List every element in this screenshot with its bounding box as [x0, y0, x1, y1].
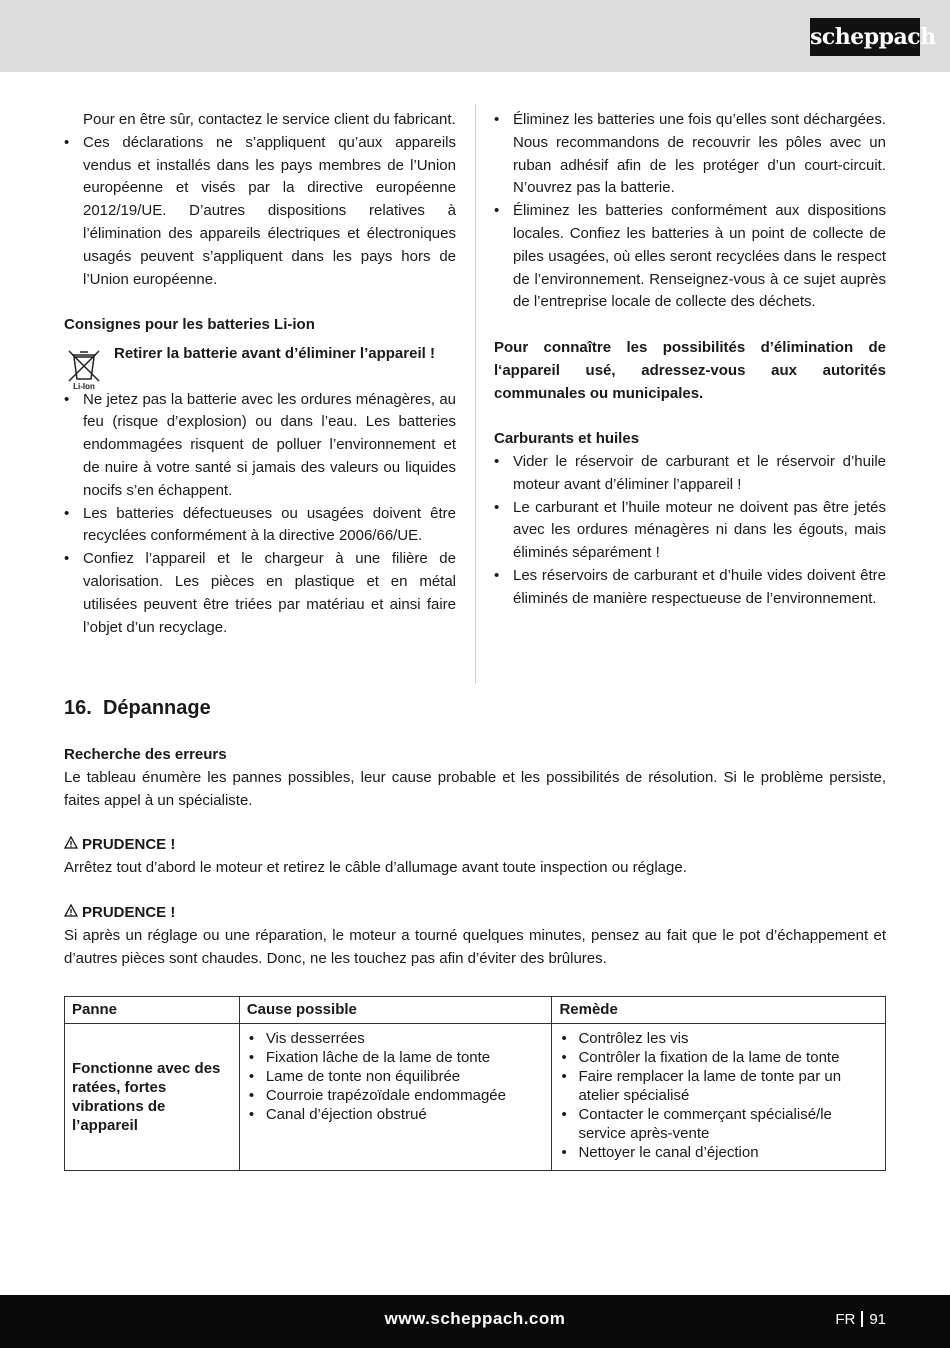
caution-label: PRUDENCE ! [82, 904, 176, 921]
troubleshooting-intro [64, 744, 886, 812]
crossed-bin-icon [64, 347, 104, 391]
caution-block-1 [64, 834, 886, 880]
right-column [494, 109, 886, 611]
intro-text: Le tableau énumère les pannes possibles, leur cause probable et les possibilités de résolution. Si le problème persiste, faites appel à un spécialiste. [64, 768, 886, 809]
list-item: • Les réservoirs de carburant et d’huile vides doivent être éliminés de manière respectueuse de l’environnement. [494, 565, 886, 611]
warning-triangle-icon [64, 904, 78, 917]
column-header-panne: Panne [65, 997, 240, 1024]
liion-bullet-list [64, 389, 456, 640]
cell-remedes [552, 1024, 886, 1171]
fuel-bullet-list [494, 451, 886, 611]
cell-panne: Fonctionne avec des ratées, fortes vibrations de l’appareil [65, 1024, 240, 1171]
column-header-remede: Remède [552, 997, 886, 1024]
liion-warning: Retirer la batterie avant d’éliminer l’appareil ! [114, 344, 435, 362]
disposal-note: Pour connaître les possibilités d’élimination de l‘appareil usé, adressez-vous aux autorités communales ou municipales. [494, 338, 886, 402]
list-item: • Les batteries défectueuses ou usagées doivent être recyclées conformément à la directive 2006/66/UE. [64, 503, 456, 549]
troubleshooting-table [64, 996, 886, 1171]
intro-continuation: Pour en être sûr, contactez le service client du fabricant. [83, 111, 456, 128]
section-title [64, 694, 211, 722]
caution-block-2 [64, 902, 886, 970]
column-header-cause: Cause possible [239, 997, 552, 1024]
warning-triangle-icon [64, 836, 78, 849]
list-item: • Ces déclarations ne s’appliquent qu’aux appareils vendus et installés dans les pays membres de l’Union européenne et visés par la directive européenne 2012/19/UE. D’autres dispositions relatives à l’élimination des appareils électriques et électroniques usagés peuvent s’appliquent dans les pays hors de l’Union européenne. [64, 132, 456, 292]
list-item: • Éliminez les batteries une fois qu’elles sont déchargées. Nous recommandons de recouvrir les pôles avec un ruban adhésif afin de les protéger d’un court-circuit. N’ouvrez pas la batterie. [494, 109, 886, 200]
column-divider [475, 104, 476, 684]
caution-label: PRUDENCE ! [82, 836, 176, 853]
subheading: Recherche des erreurs [64, 746, 227, 763]
section-number: 16. [64, 697, 92, 719]
list-item: • Le carburant et l’huile moteur ne doivent pas être jetés avec les ordures ménagères ni dans les égouts, mais éliminés séparément ! [494, 497, 886, 565]
list-item: • Nettoyer le canal d’éjection [559, 1143, 878, 1162]
caution-text: Arrêtez tout d’abord le moteur et retirez le câble d’allumage avant toute inspection ou réglage. [64, 858, 687, 876]
list-item: • Fixation lâche de la lame de tonte [247, 1048, 545, 1067]
page-number: 91 [869, 1311, 886, 1328]
fuel-heading: Carburants et huiles [494, 430, 640, 448]
section-heading: Dépannage [102, 697, 211, 719]
table-header-row [65, 997, 886, 1024]
list-item: • Éliminez les batteries conformément aux dispositions locales. Confiez les batteries à un point de collecte de piles usagées, où elles seront recyclées dans le respect de l’environnement. Renseignez-vous à ce sujet auprès de l’entreprise locale de collecte des déchets. [494, 200, 886, 314]
list-item: • Confiez l’appareil et le chargeur à une filière de valorisation. Les pièces en plastique et en métal utilisées peuvent être triées par matériau et ainsi faire l’objet d’un recyclage. [64, 548, 456, 639]
website-link[interactable]: www.scheppach.com [384, 1309, 566, 1328]
list-item: • Contacter le commerçant spécialisé/le service après-vente [559, 1105, 878, 1143]
liion-warning-block [64, 343, 456, 389]
list-item: • Faire remplacer la lame de tonte par un atelier spécialisé [559, 1067, 878, 1105]
page-indicator [835, 1311, 886, 1328]
list-item: • Ne jetez pas la batterie avec les ordures ménagères, au feu (risque d’explosion) ou dans l’eau. Les batteries endommagées risquent de polluer l’environnement et de nuire à votre santé si jamais des valeurs ou liquides nocifs s’en échappent. [64, 389, 456, 503]
battery-bullet-list [494, 109, 886, 314]
brand-logo: scheppach [810, 18, 920, 56]
list-item: • Lame de tonte non équilibrée [247, 1067, 545, 1086]
page-footer [0, 1295, 950, 1348]
cell-causes [239, 1024, 552, 1171]
list-item: • Courroie trapézoïdale endommagée [247, 1086, 545, 1105]
intro-bullet-list [64, 132, 456, 292]
language-code: FR [835, 1311, 856, 1328]
list-item: • Contrôler la fixation de la lame de tonte [559, 1048, 878, 1067]
liion-heading: Consignes pour les batteries Li-ion [64, 316, 315, 334]
list-item: • Vis desserrées [247, 1029, 545, 1048]
list-item: • Canal d’éjection obstrué [247, 1105, 545, 1124]
caution-text: Si après un réglage ou une réparation, le moteur a tourné quelques minutes, pensez au fait que le pot d’échappement et d’autres pièces sont chaudes. Donc, ne les touchez pas afin d’éviter des brûlures. [64, 926, 886, 967]
table-row [65, 1024, 886, 1171]
list-item: • Vider le réservoir de carburant et le réservoir d’huile moteur avant d’éliminer l’appareil ! [494, 451, 886, 497]
page-header [0, 0, 950, 72]
liion-icon-label: Li-Ion [73, 381, 95, 391]
left-column [64, 109, 456, 639]
list-item: • Contrôlez les vis [559, 1029, 878, 1048]
